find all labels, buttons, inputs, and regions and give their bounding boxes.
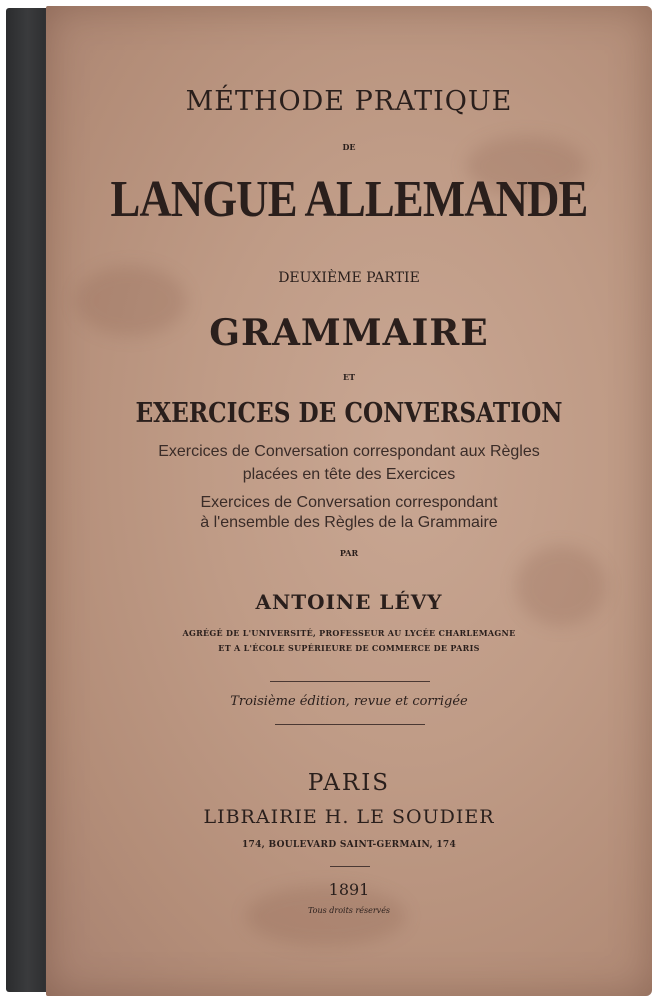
- publisher-name: LIBRAIRIE H. LE SOUDIER: [203, 806, 495, 828]
- author-credentials: AGRÉGÉ DE L'UNIVERSITÉ, PROFESSEUR AU LYCÉE CHARLEMAGNE: [182, 628, 516, 638]
- publisher-address: 174, BOULEVARD SAINT-GERMAIN, 174: [241, 840, 457, 850]
- subtitle-line: à l'ensemble des Règles de la Grammaire: [200, 514, 498, 531]
- conjunction-et: ET: [342, 372, 356, 382]
- section-title-exercices: EXERCICES DE CONVERSATION: [135, 398, 563, 429]
- section-title-grammaire: GRAMMAIRE: [209, 312, 489, 354]
- rights-notice: Tous droits réservés: [307, 906, 391, 915]
- main-title: LANGUE ALLEMANDE: [110, 171, 588, 228]
- title-line-1: MÉTHODE PRATIQUE: [185, 86, 513, 117]
- divider-rule: [275, 724, 425, 725]
- subtitle-line: placées en tête des Exercices: [242, 466, 456, 483]
- title-de: DE: [342, 142, 356, 152]
- edition-note: Troisième édition, revue et corrigée: [230, 694, 468, 709]
- paper-stain: [516, 546, 606, 626]
- author-credentials: ET A L'ÉCOLE SUPÉRIEURE DE COMMERCE DE PARIS: [218, 643, 480, 653]
- publication-year: 1891: [328, 880, 370, 899]
- divider-rule: [330, 866, 370, 867]
- part-label: DEUXIÈME PARTIE: [278, 270, 420, 286]
- subtitle-line: Exercices de Conversation correspondant: [200, 494, 498, 511]
- author-name: ANTOINE LÉVY: [255, 590, 443, 614]
- divider-rule: [270, 681, 430, 682]
- subtitle-line: Exercices de Conversation correspondant aux Règles: [158, 443, 540, 460]
- by-label: PAR: [339, 548, 359, 558]
- publisher-city: PARIS: [307, 770, 391, 796]
